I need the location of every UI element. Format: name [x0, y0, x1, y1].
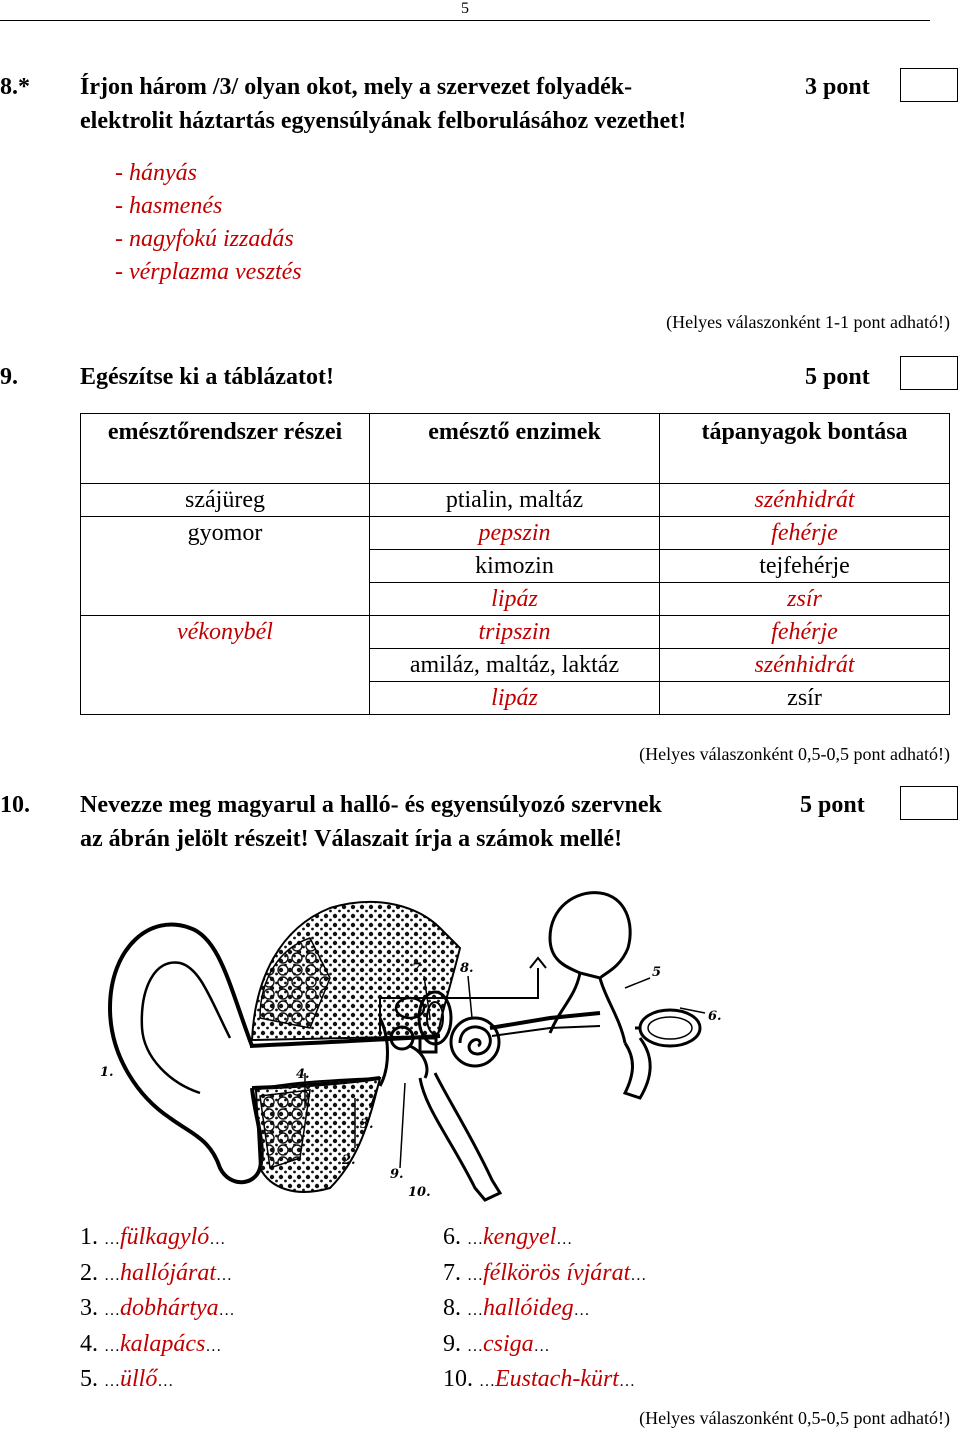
cell-enzyme: lipáz [370, 682, 660, 715]
answer-text: fülkagyló [120, 1224, 210, 1250]
answer-dots: … [104, 1373, 120, 1390]
table-row [81, 517, 950, 550]
q10-scoring-note: (Helyes válaszonként 0,5-0,5 pont adható!) [639, 1408, 950, 1428]
fig-label-9: 9. [390, 1167, 404, 1182]
answer-item [80, 1363, 235, 1399]
answer-item [80, 1257, 235, 1293]
answer-text: kengyel [483, 1224, 557, 1250]
cell-nutrient: zsír [660, 682, 950, 715]
table-row [81, 682, 950, 715]
fig-label-3: 3. [360, 1117, 374, 1132]
table-row [81, 649, 950, 682]
answer-dots: … [556, 1231, 573, 1248]
cell-enzyme: ptialin, maltáz [370, 484, 660, 517]
cell-enzyme: kimozin [370, 550, 660, 583]
answer-number: 7. [443, 1259, 461, 1286]
q8-answer-item: - hányás [115, 160, 197, 186]
answer-text: csiga [483, 1330, 534, 1357]
answer-dots: … [630, 1266, 647, 1284]
answer-number: 3. [80, 1295, 98, 1321]
answer-text: Eustach-kürt [495, 1366, 619, 1392]
q8-scoring-note: (Helyes válaszonként 1-1 pont adható!) [666, 312, 950, 332]
answer-number: 4. [80, 1330, 98, 1357]
q9-number: 9. [0, 364, 18, 390]
q8-answer-item: - hasmenés [115, 193, 223, 219]
answer-number: 6. [443, 1224, 461, 1250]
answer-dots: … [104, 1337, 120, 1355]
answer-text: hallóideg [483, 1295, 574, 1321]
answer-dots: … [573, 1302, 590, 1319]
answer-number: 10. [443, 1366, 473, 1392]
answer-number: 8. [443, 1295, 461, 1321]
cell-nutrient: fehérje [660, 517, 950, 550]
cell-enzyme: lipáz [370, 583, 660, 616]
cell-nutrient: szénhidrát [660, 649, 950, 682]
answer-dots: … [157, 1373, 174, 1390]
cell-enzyme: amiláz, maltáz, laktáz [370, 649, 660, 682]
q9-score-box[interactable] [900, 356, 958, 390]
table-row [81, 484, 950, 517]
q10-points: 5 pont [800, 792, 865, 818]
header-rule [0, 20, 930, 21]
q10-score-box[interactable] [900, 786, 958, 820]
q8-answer-item: - nagyfokú izzadás [115, 226, 294, 252]
q9-scoring-note: (Helyes válaszonként 0,5-0,5 pont adható!) [639, 744, 950, 764]
page-number: 5 [461, 0, 469, 17]
answer-dots: … [209, 1231, 226, 1248]
answer-list-left [80, 1221, 235, 1399]
header-digestive-parts: emésztőrendszer részei [81, 414, 370, 484]
answer-dots: … [479, 1373, 495, 1390]
answer-dots: … [218, 1302, 235, 1319]
q8-text-line2: elektrolit háztartás egyensúlyának felborulásához vezethet! [80, 108, 687, 134]
table-row [81, 616, 950, 649]
fig-label-2: 2. [342, 1153, 356, 1168]
answer-item [80, 1328, 235, 1364]
cell-enzyme: pepszin [370, 517, 660, 550]
answer-list-right [443, 1221, 646, 1399]
cell-part [81, 682, 370, 715]
answer-dots: … [104, 1266, 120, 1284]
q8-text-line1: Írjon három /3/ olyan okot, mely a szervezet folyadék- [80, 74, 633, 100]
cell-part: szájüreg [81, 484, 370, 517]
cell-enzyme: tripszin [370, 616, 660, 649]
fig-label-6: 6. [708, 1009, 722, 1024]
q9-points: 5 pont [805, 364, 870, 390]
digestion-table [80, 413, 950, 715]
cell-nutrient: tejfehérje [660, 550, 950, 583]
answer-dots: … [104, 1302, 120, 1319]
fig-label-5: 5 [652, 965, 662, 980]
answer-number: 9. [443, 1330, 461, 1357]
cell-part: gyomor [81, 517, 370, 550]
q8-score-box[interactable] [900, 68, 958, 102]
ear-anatomy-figure [80, 868, 740, 1213]
answer-text: dobhártya [120, 1295, 219, 1321]
answer-dots: … [467, 1337, 483, 1355]
q10-text-line2: az ábrán jelölt részeit! Válaszait írja a számok mellé! [80, 826, 623, 852]
q10-text-line1: Nevezze meg magyarul a halló- és egyensúlyozó szervnek [80, 792, 662, 818]
answer-dots: … [618, 1373, 635, 1390]
cell-part [81, 649, 370, 682]
fig-label-1: 1. [100, 1065, 114, 1080]
fig-label-10: 10. [408, 1185, 431, 1200]
cell-part [81, 550, 370, 583]
answer-item [80, 1292, 235, 1328]
answer-text: félkörös ívjárat [483, 1259, 631, 1286]
answer-item [443, 1257, 646, 1293]
cell-nutrient: zsír [660, 583, 950, 616]
q8-points: 3 pont [805, 74, 870, 100]
q8-answer-item: - vérplazma vesztés [115, 259, 302, 285]
answer-text: üllő [120, 1366, 158, 1392]
answer-dots: … [205, 1337, 222, 1355]
answer-dots: … [104, 1231, 120, 1248]
answer-text: hallójárat [120, 1259, 217, 1286]
answer-number: 5. [80, 1366, 98, 1392]
cell-nutrient: fehérje [660, 616, 950, 649]
cell-part: vékonybél [81, 616, 370, 649]
q8-number: 8.* [0, 74, 30, 100]
answer-item [443, 1328, 646, 1364]
answer-item [443, 1363, 646, 1399]
answer-text: kalapács [120, 1330, 206, 1357]
q9-text: Egészítse ki a táblázatot! [80, 364, 334, 390]
answer-number: 2. [80, 1259, 98, 1286]
table-row [81, 550, 950, 583]
header-enzymes: emésztő enzimek [370, 414, 660, 484]
cell-nutrient: szénhidrát [660, 484, 950, 517]
answer-number: 1. [80, 1224, 98, 1250]
answer-item [80, 1221, 235, 1257]
fig-label-8: 8. [460, 961, 474, 976]
fig-label-4: 4. [296, 1067, 310, 1082]
answer-dots: … [467, 1302, 483, 1319]
answer-dots: … [467, 1266, 483, 1284]
answer-dots: … [216, 1266, 233, 1284]
q8-answer-list [115, 157, 302, 289]
cell-part [81, 583, 370, 616]
fig-label-7: 7. [412, 961, 426, 976]
answer-dots: … [533, 1337, 550, 1355]
answer-item [443, 1221, 646, 1257]
answer-item [443, 1292, 646, 1328]
header-nutrients: tápanyagok bontása [660, 414, 950, 484]
q10-number: 10. [0, 792, 30, 818]
table-row [81, 583, 950, 616]
answer-dots: … [467, 1231, 483, 1248]
